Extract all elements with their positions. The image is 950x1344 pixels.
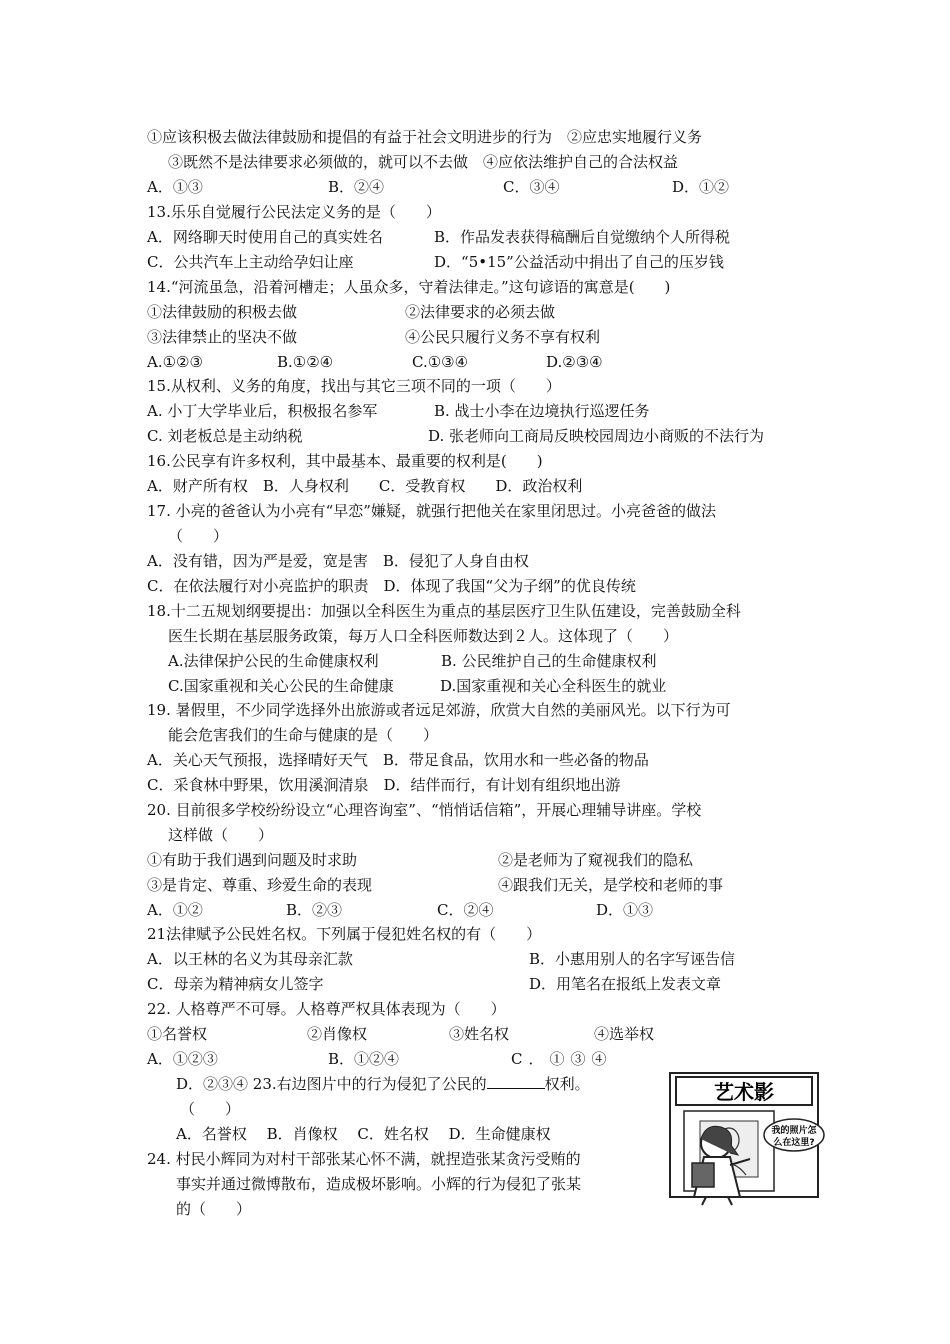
q14-stem: 14.“河流虽急，沿着河槽走；人虽众多，守着法律走。”这句谚语的寓意是( ) bbox=[147, 278, 671, 296]
q13-choice-d: D．“5•15”公益活动中捐出了自己的压岁钱 bbox=[434, 253, 724, 271]
q15-choice-d: D. 张老师向工商局反映校园周边小商贩的不法行为 bbox=[428, 427, 765, 445]
q19-choices-cd: C．采食林中野果，饮用溪涧清泉 D．结伴而行，有计划有组织地出游 bbox=[147, 776, 621, 794]
q21-choice-b: B．小惠用别人的名字写诬告信 bbox=[529, 950, 736, 968]
illustration-photo-studio bbox=[646, 1065, 826, 1207]
q21-stem: 21法律赋予公民姓名权。下列属于侵犯姓名权的有（ ） bbox=[147, 925, 542, 943]
q20-option-1: ①有助于我们遇到问题及时求助 bbox=[147, 851, 358, 869]
q14-choice-a: A.①②③ bbox=[147, 353, 203, 371]
q20-choice-b: B．②③ bbox=[286, 901, 343, 919]
q19-stem-line-2: 能会危害我们的生命与健康的是（ ） bbox=[168, 726, 439, 744]
q13-choice-b: B．作品发表获得稿酬后自觉缴纳个人所得税 bbox=[434, 228, 731, 246]
q14-choice-c: C.①③④ bbox=[412, 353, 469, 371]
q12-choice-d: D．①② bbox=[672, 178, 730, 196]
q23-stem-tail: 权利。 bbox=[544, 1075, 590, 1093]
q18-stem-line-1: 18.十二五规划纲要提出：加强以全科医生为重点的基层医疗卫生队伍建设，完善鼓励全科 bbox=[147, 602, 741, 620]
q20-stem-line-1: 20. 目前很多学校纷纷设立“心理咨询室”、“悄悄话信箱”，开展心理辅导讲座。学校 bbox=[147, 801, 702, 819]
q14-option-4: ④公民只履行义务不享有权利 bbox=[405, 328, 601, 346]
girl-leg-left bbox=[702, 1197, 706, 1205]
q17-stem-line-1: 17. 小亮的爸爸认为小亮有“早恋”嫌疑，就强行把他关在家里闭思过。小亮爸爸的做法 bbox=[147, 502, 716, 520]
speech-bubble-line-1: 我的照片怎 bbox=[771, 1126, 817, 1136]
q12-choice-b: B．②④ bbox=[328, 178, 385, 196]
q21-choice-a: A．以王林的名义为其母亲汇款 bbox=[147, 950, 353, 968]
q12-choice-a: A．①③ bbox=[147, 178, 203, 196]
q22-option-1: ①名誉权 bbox=[147, 1025, 208, 1043]
q16-choices: A．财产所有权 B．人身权利 C．受教育权 D．政治权利 bbox=[147, 477, 583, 495]
q19-stem-line-1: 19. 暑假里，不少同学选择外出旅游或者远足郊游，欣赏大自然的美丽风光。以下行为可 bbox=[147, 701, 731, 719]
q19-choices-ab: A．关心天气预报，选择晴好天气 B．带足食品，饮用水和一些必备的物品 bbox=[147, 751, 649, 769]
q23-stem-text: D．②③④ 23.右边图片中的行为侵犯了公民的 bbox=[176, 1075, 487, 1093]
q22-option-3: ③姓名权 bbox=[449, 1025, 510, 1043]
q22-stem: 22. 人格尊严不可辱。人格尊严权具体表现为（ ） bbox=[147, 1000, 506, 1018]
q22-option-2: ②肖像权 bbox=[307, 1025, 368, 1043]
q17-stem-line-2: （ ） bbox=[168, 527, 229, 545]
q12-option-line-1: ①应该积极去做法律鼓励和提倡的有益于社会文明进步的行为 ②应忠实地履行义务 bbox=[147, 128, 703, 146]
q20-option-2: ②是老师为了窥视我们的隐私 bbox=[498, 851, 694, 869]
q20-choice-a: A．①② bbox=[147, 901, 203, 919]
answer-blank bbox=[487, 1074, 545, 1089]
q22-choice-b: B．①②④ bbox=[328, 1050, 400, 1068]
q18-choice-d: D.国家重视和关心全科医生的就业 bbox=[440, 677, 667, 695]
q14-option-1: ①法律鼓励的积极去做 bbox=[147, 303, 298, 321]
q15-choice-a: A. 小丁大学毕业后，积极报名参军 bbox=[147, 402, 378, 420]
q23-paren: （ ） bbox=[180, 1100, 241, 1118]
q17-choices-ab: A．没有错，因为严是爱，宽是害 B．侵犯了人身自由权 bbox=[147, 552, 529, 570]
shop-sign: 艺术影 bbox=[714, 1080, 774, 1104]
q24-stem-line-3: 的（ ） bbox=[176, 1200, 252, 1218]
q21-choice-d: D．用笔名在报纸上发表文章 bbox=[529, 975, 722, 993]
photo-studio-drawing bbox=[646, 1065, 826, 1207]
q12-choice-c: C．③④ bbox=[503, 178, 560, 196]
q13-choice-a: A．网络聊天时使用自己的真实姓名 bbox=[147, 228, 383, 246]
q14-choice-b: B.①②④ bbox=[277, 353, 334, 371]
backpack bbox=[692, 1163, 714, 1187]
q15-choice-c: C. 刘老板总是主动纳税 bbox=[147, 427, 303, 445]
speech-bubble-line-2: 么在这里? bbox=[773, 1138, 815, 1148]
q22-choice-c: C．①③④ bbox=[511, 1050, 613, 1068]
q20-stem-line-2: 这样做（ ） bbox=[168, 826, 274, 844]
q14-choice-d: D.②③④ bbox=[546, 353, 603, 371]
q22-option-4: ④选举权 bbox=[594, 1025, 655, 1043]
q12-option-line-2: ③既然不是法律要求必须做的，就可以不去做 ④应依法维护自己的合法权益 bbox=[168, 153, 679, 171]
q13-choice-c: C．公共汽车上主动给孕妇让座 bbox=[147, 253, 354, 271]
q18-choice-b: B. 公民维护自己的生命健康权利 bbox=[441, 652, 657, 670]
q16-stem: 16.公民享有许多权利，其中最基本、最重要的权利是( ) bbox=[147, 452, 543, 470]
q13-stem: 13.乐乐自觉履行公民法定义务的是（ ） bbox=[147, 203, 441, 221]
q22-choice-a: A．①②③ bbox=[147, 1050, 218, 1068]
q24-stem-line-2: 事实并通过微博散布，造成极坏影响。小辉的行为侵犯了张某 bbox=[176, 1175, 582, 1193]
q22-choice-d-and-q23-stem bbox=[176, 1074, 590, 1094]
q20-choice-d: D．①③ bbox=[596, 901, 654, 919]
girl-leg-right bbox=[728, 1197, 732, 1205]
q14-option-2: ②法律要求的必须去做 bbox=[405, 303, 556, 321]
q18-choice-a: A.法律保护公民的生命健康权利 bbox=[168, 652, 379, 670]
q17-choices-cd: C．在依法履行对小亮监护的职责 D．体现了我国“父为子纲”的优良传统 bbox=[147, 577, 636, 595]
q20-option-3: ③是肯定、尊重、珍爱生命的表现 bbox=[147, 876, 373, 894]
q14-option-3: ③法律禁止的坚决不做 bbox=[147, 328, 298, 346]
q24-stem-line-1: 24. 村民小辉同为对村干部张某心怀不满，就捏造张某贪污受贿的 bbox=[147, 1150, 581, 1168]
q15-choice-b: B. 战士小李在边境执行巡逻任务 bbox=[434, 402, 650, 420]
q20-option-4: ④跟我们无关，是学校和老师的事 bbox=[498, 876, 724, 894]
q23-choices: A．名誉权 B．肖像权 C．姓名权 D．生命健康权 bbox=[176, 1125, 551, 1143]
q21-choice-c: C．母亲为精神病女儿签字 bbox=[147, 975, 324, 993]
q15-stem: 15.从权利、义务的角度，找出与其它三项不同的一项（ ） bbox=[147, 377, 561, 395]
q20-choice-c: C．②④ bbox=[437, 901, 494, 919]
q18-choice-c: C.国家重视和关心公民的生命健康 bbox=[168, 677, 394, 695]
q18-stem-line-2: 医生长期在基层服务政策，每万人口全科医师数达到２人。这体现了（ ） bbox=[168, 627, 679, 645]
